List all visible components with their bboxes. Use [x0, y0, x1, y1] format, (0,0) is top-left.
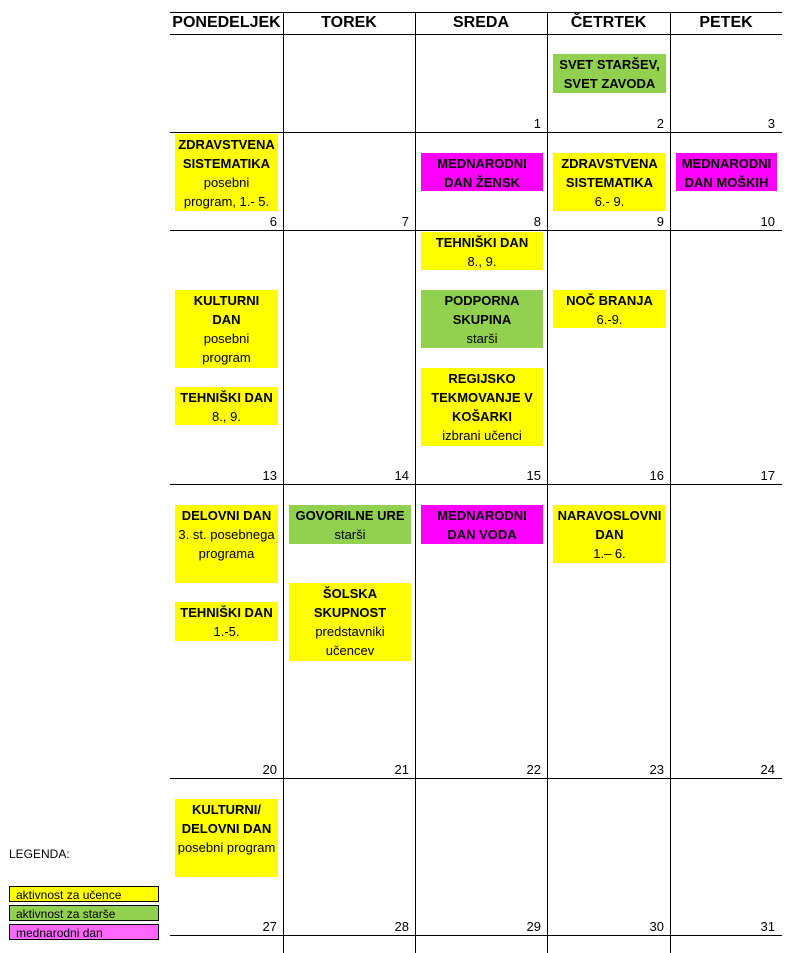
event-title: TEHNIŠKI DAN: [180, 390, 273, 405]
event-title: DELOVNI DAN: [181, 508, 272, 523]
event-title: ŠOLSKA SKUPNOST: [313, 586, 387, 620]
event-title: NOČ BRANJA: [566, 293, 653, 308]
day-number: 6: [269, 214, 277, 229]
event-title: MEDNARODNI DAN ŽENSK: [437, 156, 527, 190]
grid-week2-line: [170, 230, 782, 231]
grid-header-line: [170, 34, 782, 35]
event-subtitle: starši: [334, 527, 366, 542]
event-tehniski-dan[interactable]: [175, 602, 278, 641]
legend-title: LEGENDA:: [9, 847, 70, 861]
event-title: MEDNARODNI DAN VODA: [437, 508, 527, 542]
event-naravoslovni-dan[interactable]: [553, 505, 666, 563]
event-title: TEHNIŠKI DAN: [435, 235, 529, 250]
day-number: 2: [656, 116, 664, 131]
event-subtitle: posebni program, 1.- 5.: [183, 175, 270, 209]
event-title: MEDNARODNI DAN MOŠKIH: [681, 156, 772, 190]
grid-col-line: [283, 12, 284, 953]
event-title: PODPORNA SKUPINA: [444, 293, 520, 327]
event-govorilne-ure[interactable]: [289, 505, 411, 544]
event-title: ZDRAVSTVENA SISTEMATIKA: [178, 137, 275, 171]
day-number: 29: [526, 919, 541, 934]
day-number: 30: [649, 919, 664, 934]
event-subtitle: 1.-5.: [213, 624, 240, 639]
event-title: KULTURNI/ DELOVNI DAN: [181, 802, 272, 836]
day-number: 13: [262, 468, 277, 483]
day-number: 15: [526, 468, 541, 483]
day-number: 17: [760, 468, 775, 483]
day-number: 22: [526, 762, 541, 777]
event-title: TEHNIŠKI DAN: [180, 605, 273, 620]
grid-col-line: [670, 12, 671, 953]
day-number: 1: [533, 116, 541, 131]
event-title: NARAVOSLOVNI DAN: [557, 508, 662, 542]
day-number: 21: [394, 762, 409, 777]
grid-week3-line: [170, 484, 782, 485]
event-subtitle: 1.– 6.: [593, 546, 626, 561]
event-title: GOVORILNE URE: [295, 508, 405, 523]
event-subtitle: posebni program: [177, 840, 276, 855]
weekday-header-friday: PETEK: [699, 14, 753, 31]
event-title: SVET STARŠEV, SVET ZAVODA: [559, 57, 660, 91]
legend-item-parents: aktivnost za starše: [9, 905, 159, 921]
event-subtitle: izbrani učenci: [442, 428, 522, 443]
event-podporna-skupina[interactable]: [421, 290, 543, 348]
weekday-header-thursday: ČETRTEK: [570, 14, 647, 31]
day-number: 31: [760, 919, 775, 934]
day-number: 9: [656, 214, 664, 229]
event-regijsko-tekmovanje[interactable]: [421, 368, 543, 446]
event-mednarodni-dan-moskih[interactable]: [676, 153, 777, 191]
event-tehniski-dan[interactable]: [175, 387, 278, 425]
legend-item-international-day: mednarodni dan: [9, 924, 159, 940]
day-number: 23: [649, 762, 664, 777]
event-kulturni-dan[interactable]: [175, 290, 278, 368]
weekday-header-wednesday: SREDA: [452, 14, 509, 31]
day-number: 28: [394, 919, 409, 934]
event-title: ZDRAVSTVENA SISTEMATIKA: [561, 156, 658, 190]
weekday-header-monday: PONEDELJEK: [172, 14, 281, 31]
event-title: REGIJSKO TEKMOVANJE V KOŠARKI: [431, 371, 533, 424]
event-mednarodni-dan-voda[interactable]: [421, 505, 543, 544]
day-number: 27: [262, 919, 277, 934]
grid-week4-line: [170, 778, 782, 779]
weekday-header-tuesday: TOREK: [321, 14, 377, 31]
day-number: 14: [394, 468, 409, 483]
grid-col-line: [547, 12, 548, 953]
event-svet-starsev[interactable]: [553, 54, 666, 93]
day-number: 8: [533, 214, 541, 229]
legend-item-students: aktivnost za učence: [9, 886, 159, 902]
day-number: 24: [760, 762, 775, 777]
day-number: 7: [401, 214, 409, 229]
day-number: 10: [760, 214, 775, 229]
event-tehniski-dan[interactable]: [421, 232, 543, 270]
grid-col-line: [415, 12, 416, 953]
event-subtitle: 3. st. posebnega programa: [178, 527, 275, 561]
event-noc-branja[interactable]: [553, 290, 666, 328]
event-solska-skupnost[interactable]: [289, 583, 411, 661]
event-subtitle: posebni program: [202, 331, 251, 365]
event-title: KULTURNI DAN: [193, 293, 260, 327]
event-mednarodni-dan-zensk[interactable]: [421, 153, 543, 191]
event-subtitle: 6.- 9.: [594, 194, 625, 209]
grid-week5-line: [170, 935, 782, 936]
event-zdravstvena-sistematika[interactable]: [553, 153, 666, 211]
event-kulturni-delovni-dan[interactable]: [175, 799, 278, 877]
event-subtitle: 8., 9.: [212, 409, 241, 424]
event-zdravstvena-sistematika[interactable]: [175, 134, 278, 211]
event-subtitle: 6.-9.: [596, 312, 623, 327]
day-number: 20: [262, 762, 277, 777]
grid-week1-line: [170, 132, 782, 133]
day-number: 16: [649, 468, 664, 483]
day-number: 3: [767, 116, 775, 131]
event-subtitle: predstavniki učencev: [315, 624, 385, 658]
event-subtitle: starši: [466, 331, 498, 346]
event-delovni-dan[interactable]: [175, 505, 278, 583]
event-subtitle: 8., 9.: [467, 254, 497, 269]
